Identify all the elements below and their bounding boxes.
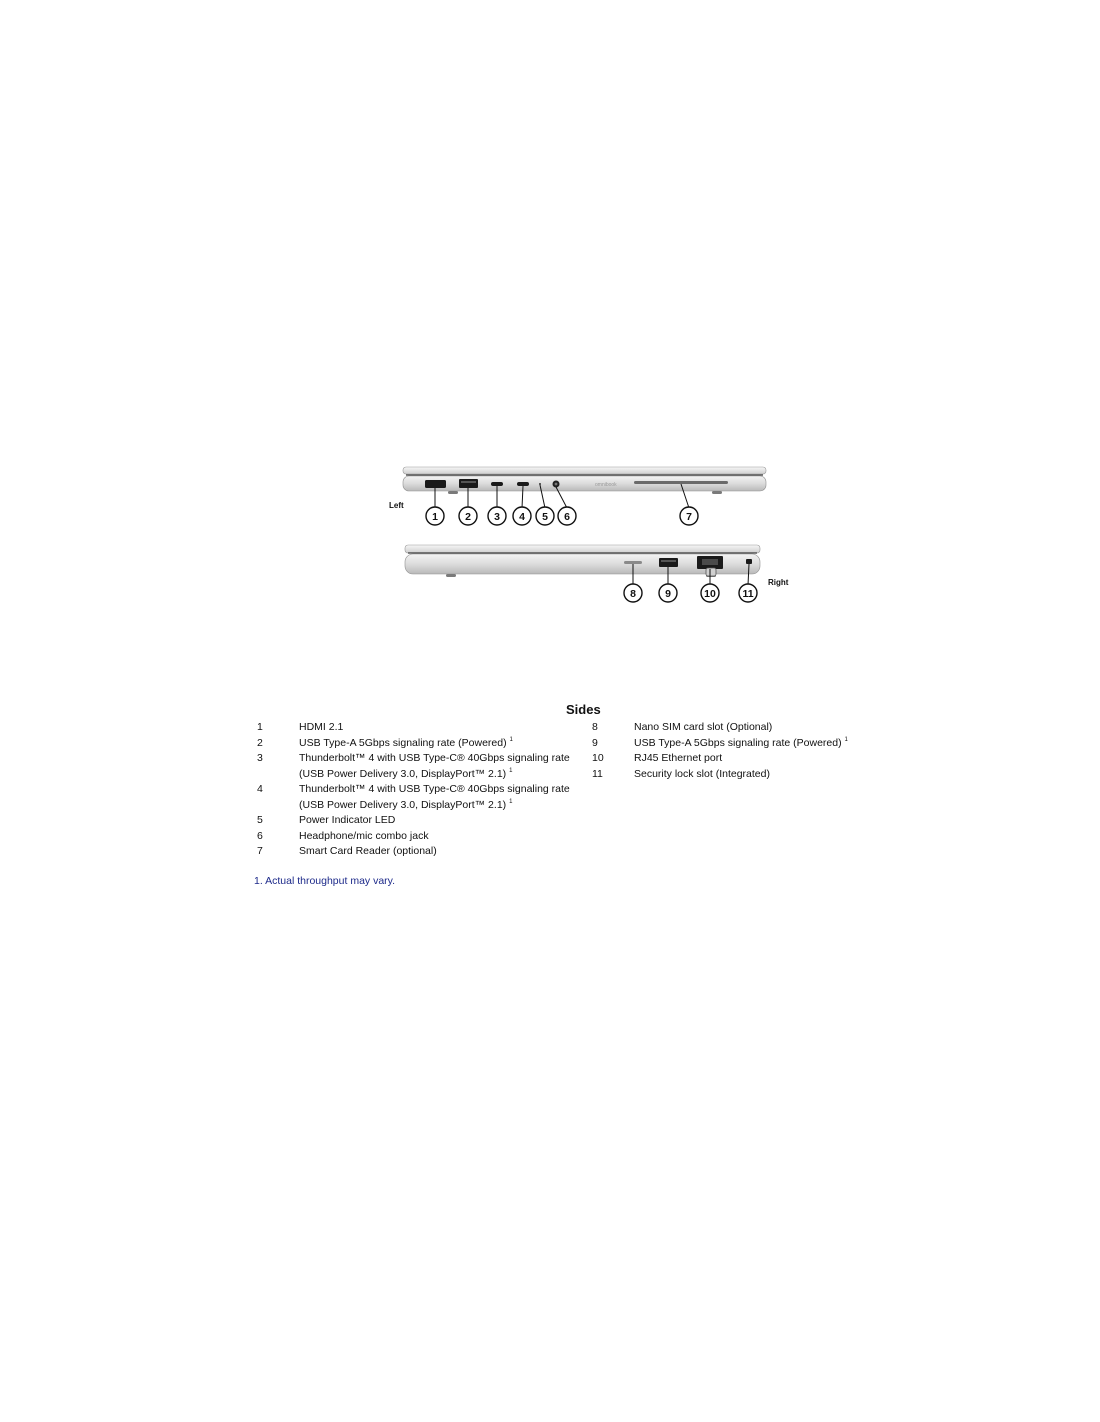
section-title: Sides	[566, 702, 601, 717]
footnote: 1. Actual throughput may vary.	[254, 875, 396, 887]
usb-a-port-icon	[459, 479, 478, 488]
spec-row	[257, 813, 587, 829]
spec-number: 9	[592, 736, 598, 749]
spec-description: USB Type-A 5Gbps signaling rate (Powered) $^1$	[634, 736, 848, 749]
spec-number: 7	[257, 845, 263, 857]
spec-row	[592, 736, 892, 752]
svg-text:2: 2	[465, 511, 471, 523]
spec-description: Thunderbolt™ 4 with USB Type-C® 40Gbps signaling rate (USB Power Delivery 3.0, DisplayPort™ 2.1) $^1$	[299, 783, 570, 811]
spec-description: Smart Card Reader (optional)	[299, 845, 437, 857]
smart-card-slot-icon	[634, 481, 728, 484]
spec-row	[257, 736, 587, 752]
right-side-label: Right	[768, 578, 789, 587]
spec-number: 8	[592, 721, 598, 733]
spec-number: 5	[257, 814, 263, 826]
spec-number: 4	[257, 783, 263, 795]
spec-description: Nano SIM card slot (Optional)	[634, 721, 773, 733]
svg-text:5: 5	[542, 511, 548, 523]
svg-text:8: 8	[630, 588, 636, 600]
spec-row	[592, 767, 892, 783]
svg-text:3: 3	[494, 511, 500, 523]
footnote-marker: 1	[509, 736, 513, 743]
laptop-sides-figure	[380, 455, 800, 615]
svg-text:9: 9	[665, 588, 671, 600]
spec-row	[257, 720, 587, 736]
svg-text:7: 7	[686, 511, 692, 523]
spec-description: Security lock slot (Integrated)	[634, 767, 770, 780]
spec-description: HDMI 2.1	[299, 721, 344, 733]
spec-row	[257, 782, 587, 813]
specs-list-right	[592, 720, 892, 782]
spec-number: 10	[592, 752, 604, 764]
spec-description: RJ45 Ethernet port	[634, 752, 723, 764]
spec-row	[257, 829, 587, 845]
spec-row	[257, 751, 587, 782]
spec-number: 3	[257, 752, 263, 764]
right-side-view	[405, 545, 789, 587]
spec-row	[592, 751, 892, 767]
footnote-marker: 1	[844, 736, 848, 743]
spec-number: 2	[257, 736, 263, 749]
left-side-view	[389, 467, 766, 510]
svg-text:11: 11	[742, 588, 754, 600]
footnote-marker: 1	[509, 767, 513, 774]
sim-slot-icon	[624, 561, 642, 564]
left-side-label: Left	[389, 501, 404, 510]
spec-description: Power Indicator LED	[299, 814, 396, 826]
spec-number: 1	[257, 721, 263, 733]
svg-text:6: 6	[564, 511, 570, 523]
spec-description: Headphone/mic combo jack	[299, 829, 429, 842]
usb-c-port-icon	[491, 482, 503, 486]
usb-c-port-icon	[517, 482, 529, 486]
svg-text:4: 4	[519, 511, 525, 523]
footnote-marker: 1	[509, 798, 513, 805]
svg-text:1: 1	[432, 511, 438, 523]
spec-number: 11	[592, 767, 603, 780]
spec-description: USB Type-A 5Gbps signaling rate (Powered) $^1$	[299, 736, 513, 749]
specs-list-left	[257, 720, 587, 860]
spec-description: Thunderbolt™ 4 with USB Type-C® 40Gbps signaling rate (USB Power Delivery 3.0, DisplayPort™ 2.1) $^1$	[299, 752, 570, 780]
usb-a-port-icon	[659, 558, 678, 567]
brand-mark: omnibook	[595, 482, 617, 488]
led-indicator-icon	[539, 483, 541, 485]
spec-row	[592, 720, 892, 736]
security-lock-slot-icon	[746, 559, 752, 564]
spec-row	[257, 844, 587, 860]
svg-text:10: 10	[704, 588, 716, 600]
hdmi-port-icon	[425, 480, 446, 488]
spec-number: 6	[257, 829, 263, 842]
